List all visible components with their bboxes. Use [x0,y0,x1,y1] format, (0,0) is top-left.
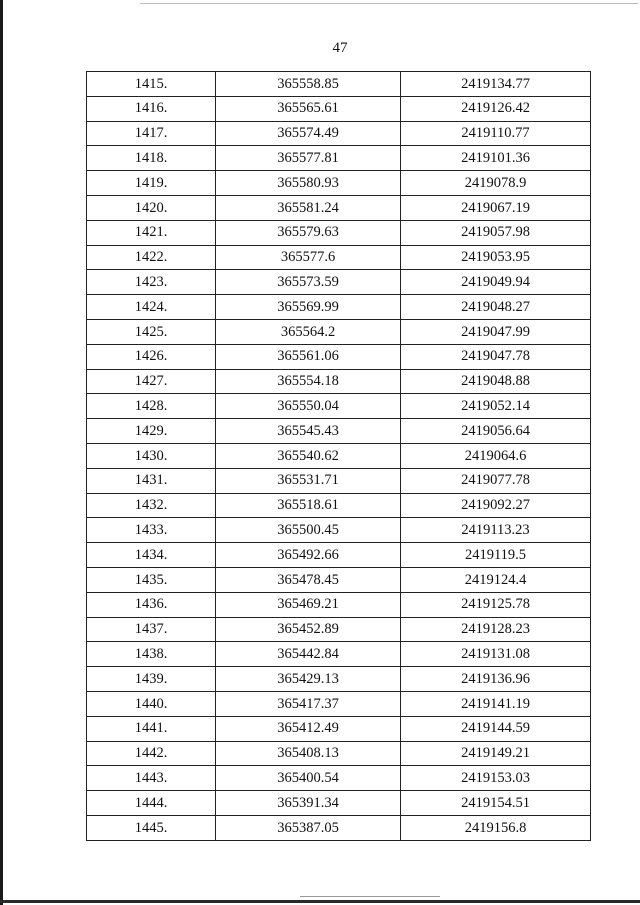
y-coordinate-cell: 2419101.36 [401,146,591,171]
x-coordinate-cell: 365561.06 [216,344,401,369]
coordinates-table-body [87,72,591,841]
table-row [87,642,591,667]
x-coordinate-cell: 365550.04 [216,394,401,419]
point-number-cell: 1426. [87,344,216,369]
x-coordinate-cell: 365573.59 [216,270,401,295]
x-coordinate-cell: 365574.49 [216,121,401,146]
point-number-cell: 1433. [87,518,216,543]
y-coordinate-cell: 2419144.59 [401,716,591,741]
table-row [87,815,591,840]
table-row [87,592,591,617]
point-number-cell: 1445. [87,815,216,840]
y-coordinate-cell: 2419128.23 [401,617,591,642]
point-number-cell: 1421. [87,220,216,245]
y-coordinate-cell: 2419052.14 [401,394,591,419]
page-bottom-scan-line [300,896,440,897]
page-number: 47 [332,40,348,56]
y-coordinate-cell: 2419124.4 [401,567,591,592]
x-coordinate-cell: 365540.62 [216,443,401,468]
x-coordinate-cell: 365518.61 [216,493,401,518]
y-coordinate-cell: 2419092.27 [401,493,591,518]
y-coordinate-cell: 2419049.94 [401,270,591,295]
y-coordinate-cell: 2419156.8 [401,815,591,840]
point-number-cell: 1429. [87,419,216,444]
x-coordinate-cell: 365387.05 [216,815,401,840]
y-coordinate-cell: 2419126.42 [401,96,591,121]
table-row [87,121,591,146]
table-row [87,567,591,592]
x-coordinate-cell: 365391.34 [216,791,401,816]
table-row [87,716,591,741]
point-number-cell: 1434. [87,543,216,568]
table-row [87,493,591,518]
y-coordinate-cell: 2419047.99 [401,319,591,344]
table-row [87,171,591,196]
point-number-cell: 1415. [87,72,216,97]
coordinates-table [86,71,591,841]
table-row [87,518,591,543]
y-coordinate-cell: 2419077.78 [401,468,591,493]
x-coordinate-cell: 365400.54 [216,766,401,791]
x-coordinate-cell: 365581.24 [216,195,401,220]
x-coordinate-cell: 365554.18 [216,369,401,394]
point-number-cell: 1436. [87,592,216,617]
y-coordinate-cell: 2419134.77 [401,72,591,97]
y-coordinate-cell: 2419064.6 [401,443,591,468]
x-coordinate-cell: 365417.37 [216,691,401,716]
y-coordinate-cell: 2419141.19 [401,691,591,716]
y-coordinate-cell: 2419131.08 [401,642,591,667]
x-coordinate-cell: 365442.84 [216,642,401,667]
table-row [87,369,591,394]
table-row [87,220,591,245]
point-number-cell: 1430. [87,443,216,468]
x-coordinate-cell: 365429.13 [216,667,401,692]
point-number-cell: 1416. [87,96,216,121]
x-coordinate-cell: 365469.21 [216,592,401,617]
y-coordinate-cell: 2419136.96 [401,667,591,692]
table-row [87,245,591,270]
point-number-cell: 1441. [87,716,216,741]
point-number-cell: 1424. [87,295,216,320]
point-number-cell: 1442. [87,741,216,766]
y-coordinate-cell: 2419078.9 [401,171,591,196]
table-row [87,195,591,220]
table-row [87,394,591,419]
table-row [87,766,591,791]
table-row [87,691,591,716]
page-left-edge [0,0,3,905]
table-row [87,791,591,816]
table-row [87,96,591,121]
y-coordinate-cell: 2419113.23 [401,518,591,543]
point-number-cell: 1427. [87,369,216,394]
x-coordinate-cell: 365492.66 [216,543,401,568]
x-coordinate-cell: 365579.63 [216,220,401,245]
table-row [87,72,591,97]
point-number-cell: 1435. [87,567,216,592]
x-coordinate-cell: 365500.45 [216,518,401,543]
table-row [87,270,591,295]
y-coordinate-cell: 2419110.77 [401,121,591,146]
table-row [87,667,591,692]
table-row [87,617,591,642]
y-coordinate-cell: 2419119.5 [401,543,591,568]
point-number-cell: 1440. [87,691,216,716]
x-coordinate-cell: 365577.6 [216,245,401,270]
table-row [87,543,591,568]
point-number-cell: 1432. [87,493,216,518]
point-number-cell: 1438. [87,642,216,667]
table-row [87,146,591,171]
y-coordinate-cell: 2419056.64 [401,419,591,444]
x-coordinate-cell: 365580.93 [216,171,401,196]
point-number-cell: 1437. [87,617,216,642]
point-number-cell: 1422. [87,245,216,270]
x-coordinate-cell: 365478.45 [216,567,401,592]
x-coordinate-cell: 365577.81 [216,146,401,171]
y-coordinate-cell: 2419047.78 [401,344,591,369]
y-coordinate-cell: 2419153.03 [401,766,591,791]
point-number-cell: 1423. [87,270,216,295]
x-coordinate-cell: 365452.89 [216,617,401,642]
table-row [87,319,591,344]
page-bottom-edge [0,900,640,903]
point-number-cell: 1418. [87,146,216,171]
point-number-cell: 1417. [87,121,216,146]
x-coordinate-cell: 365531.71 [216,468,401,493]
point-number-cell: 1443. [87,766,216,791]
point-number-cell: 1419. [87,171,216,196]
point-number-cell: 1444. [87,791,216,816]
table-row [87,295,591,320]
y-coordinate-cell: 2419057.98 [401,220,591,245]
table-row [87,344,591,369]
y-coordinate-cell: 2419048.27 [401,295,591,320]
point-number-cell: 1431. [87,468,216,493]
table-row [87,468,591,493]
y-coordinate-cell: 2419048.88 [401,369,591,394]
page-top-edge [140,3,638,4]
y-coordinate-cell: 2419154.51 [401,791,591,816]
table-row [87,443,591,468]
x-coordinate-cell: 365569.99 [216,295,401,320]
x-coordinate-cell: 365558.85 [216,72,401,97]
x-coordinate-cell: 365408.13 [216,741,401,766]
x-coordinate-cell: 365412.49 [216,716,401,741]
x-coordinate-cell: 365565.61 [216,96,401,121]
x-coordinate-cell: 365545.43 [216,419,401,444]
x-coordinate-cell: 365564.2 [216,319,401,344]
y-coordinate-cell: 2419067.19 [401,195,591,220]
table-row [87,419,591,444]
point-number-cell: 1425. [87,319,216,344]
point-number-cell: 1428. [87,394,216,419]
point-number-cell: 1420. [87,195,216,220]
y-coordinate-cell: 2419125.78 [401,592,591,617]
y-coordinate-cell: 2419149.21 [401,741,591,766]
y-coordinate-cell: 2419053.95 [401,245,591,270]
table-row [87,741,591,766]
point-number-cell: 1439. [87,667,216,692]
